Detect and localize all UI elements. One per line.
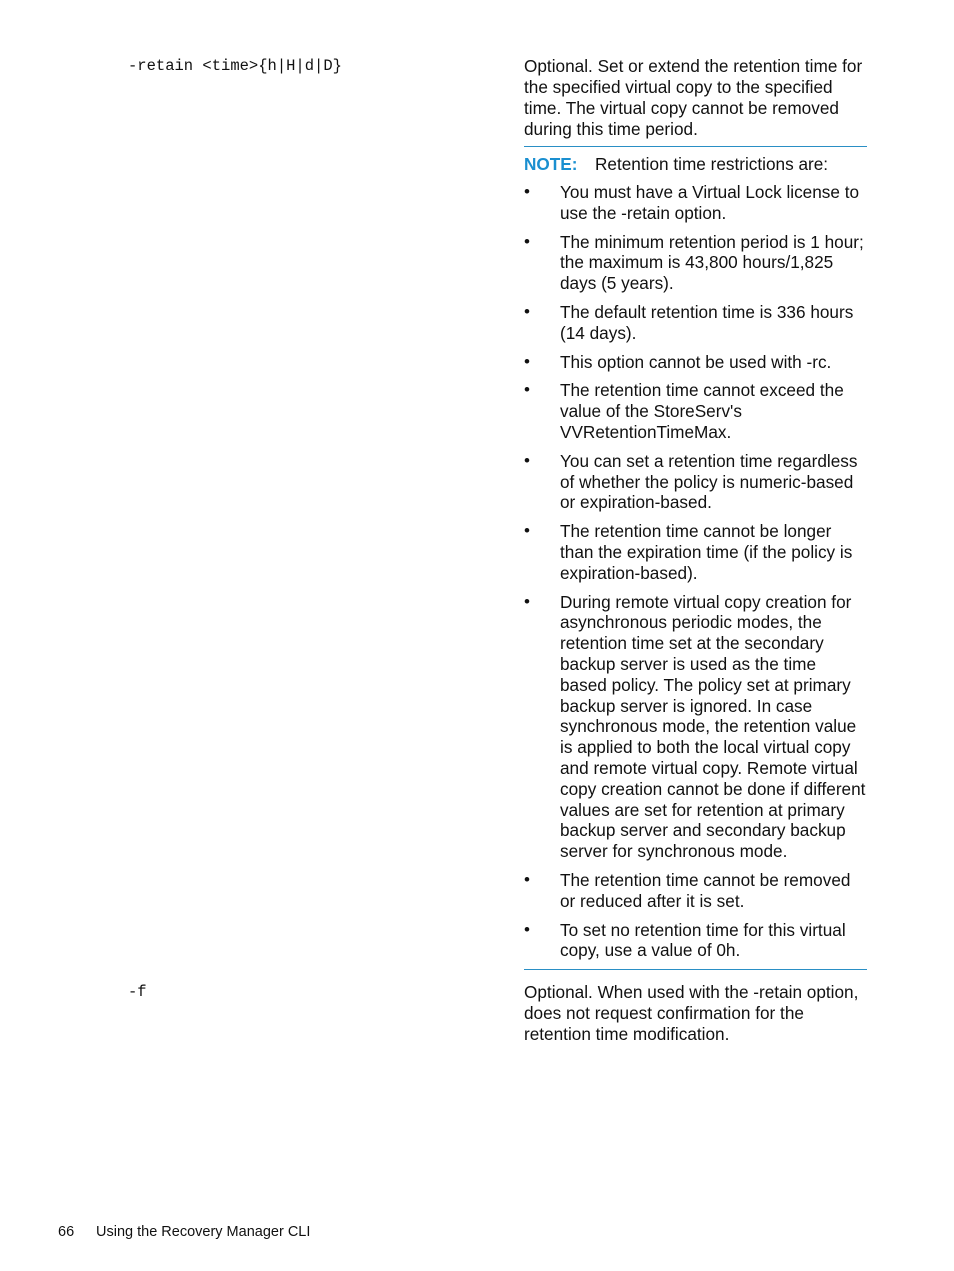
list-item: [524, 592, 867, 862]
option-description-f: Optional. When used with the -retain option, does not request confirmation for the retention time modification.: [524, 982, 859, 1044]
bullet-icon: •: [524, 450, 530, 470]
page-number: 66: [58, 1224, 75, 1240]
bullet-text: You must have a Virtual Lock license to use the -retain option.: [560, 182, 860, 223]
bullet-icon: •: [524, 351, 530, 371]
bullet-icon: •: [524, 231, 530, 251]
note-box: [524, 146, 867, 970]
bullet-text: The retention time cannot be removed or reduced after it is set.: [560, 869, 851, 911]
bullet-text: The retention time cannot be longer than the expiration time (if the policy is expiration-based).: [560, 521, 853, 583]
option-name-retain: -retain <time>{h|H|d|D}: [128, 57, 342, 75]
page-footer: [58, 1222, 310, 1242]
bullet-icon: •: [524, 301, 530, 321]
list-item: [524, 870, 867, 912]
list-item: [524, 302, 867, 344]
bullet-text: During remote virtual copy creation for asynchronous periodic modes, the retention time set at the secondary backup server is used as the time based policy. The policy set at primary backup server is ignored. In case synchronous mode, the retention value is applied to both the local virtual copy and remote virtual copy. Remote virtual copy creation cannot be done if different values are set for retention at primary backup server and secondary backup server for synchronous mode.: [560, 591, 866, 862]
bullet-icon: •: [524, 521, 530, 541]
bullet-icon: •: [524, 380, 530, 400]
bullet-text: The default retention time is 336 hours (14 days).: [560, 301, 854, 343]
note-label: NOTE:: [524, 154, 578, 174]
note-bullet-list: [524, 182, 867, 961]
bullet-text: The minimum retention period is 1 hour; the maximum is 43,800 hours/1,825 days (5 years).: [560, 231, 864, 294]
option-name-f: -f: [128, 983, 147, 1001]
option-description-retain: Optional. Set or extend the retention time for the specified virtual copy to the specified time. The virtual copy cannot be removed during this time period.: [524, 56, 863, 139]
bullet-text: The retention time cannot exceed the value of the StoreServ's VVRetentionTimeMax.: [560, 380, 844, 442]
bullet-icon: •: [524, 591, 530, 611]
bullet-text: You can set a retention time regardless of whether the policy is numeric-based or expiration-based.: [560, 450, 858, 513]
list-item: [524, 182, 867, 224]
bullet-text: This option cannot be used with -rc.: [560, 351, 832, 372]
note-header: [524, 154, 867, 175]
footer-section-title: Using the Recovery Manager CLI: [96, 1224, 311, 1240]
list-item: [524, 352, 867, 373]
list-item: [524, 521, 867, 583]
list-item: [524, 920, 867, 962]
list-item: [524, 380, 867, 442]
bullet-icon: •: [524, 869, 530, 889]
note-intro: Retention time restrictions are:: [595, 154, 829, 174]
bullet-text: To set no retention time for this virtual copy, use a value of 0h.: [560, 919, 846, 961]
list-item: [524, 451, 867, 513]
list-item: [524, 232, 867, 294]
bullet-icon: •: [524, 182, 530, 201]
bullet-icon: •: [524, 919, 530, 939]
